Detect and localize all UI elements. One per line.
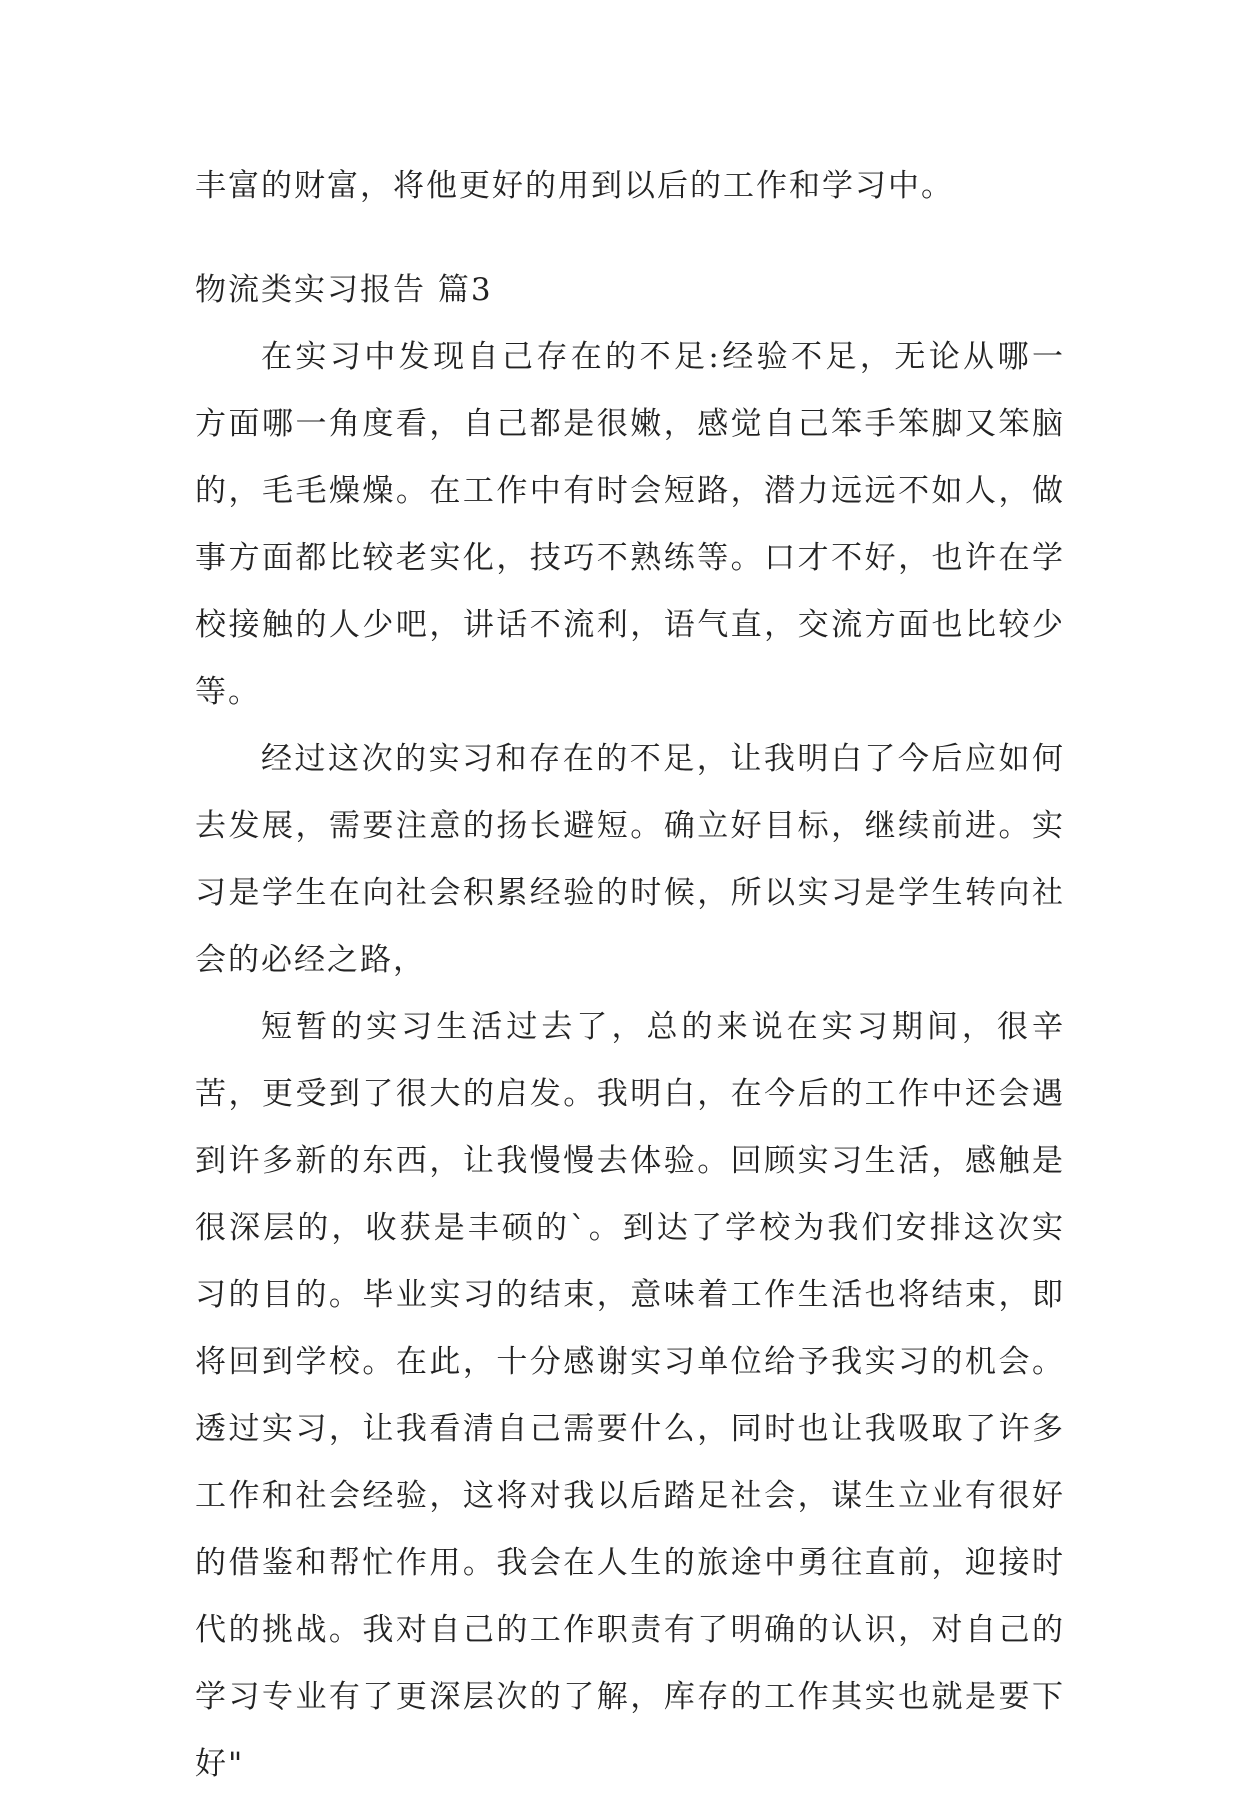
body-paragraph-3: 短暂的实习生活过去了，总的来说在实习期间，很辛苦，更受到了很大的启发。我明白，在今后的工作中还会遇到许多新的东西，让我慢慢去体验。回顾实习生活，感触是很深层的，收获是丰硕的`。到达了学校为我们安排这次实习的目的。毕业实习的结束，意味着工作生活也将结束，即将回到学校。在此，十分感谢实习单位给予我实习的机会。透过实习，让我看清自己需要什么，同时也让我吸取了许多工作和社会经验，这将对我以后踏足社会，谋生立业有很好的借鉴和帮忙作用。我会在人生的旅途中勇往直前，迎接时代的挑战。我对自己的工作职责有了明确的认识，对自己的学习专业有了更深层次的了解，库存的工作其实也就是要下好" — [195, 1009, 1065, 1782]
body-paragraph-2: 经过这次的实习和存在的不足，让我明白了今后应如何去发展，需要注意的扬长避短。确立好目标，继续前进。实习是学生在向社会积累经验的时候，所以实习是学生转向社会的必经之路， — [195, 741, 1065, 978]
section-heading: 物流类实习报告 篇3 — [195, 272, 493, 308]
document-body — [195, 153, 1065, 1798]
lead-paragraph: 丰富的财富，将他更好的用到以后的工作和学习中。 — [195, 168, 954, 204]
body-paragraph-1: 在实习中发现自己存在的不足:经验不足，无论从哪一方面哪一角度看，自己都是很嫩，感觉自己笨手笨脚又笨脑的，毛毛燥燥。在工作中有时会短路，潜力远远不如人，做事方面都比较老实化，技巧不熟练等。口才不好，也许在学校接触的人少吧，讲话不流利，语气直，交流方面也比较少等。 — [195, 339, 1065, 710]
